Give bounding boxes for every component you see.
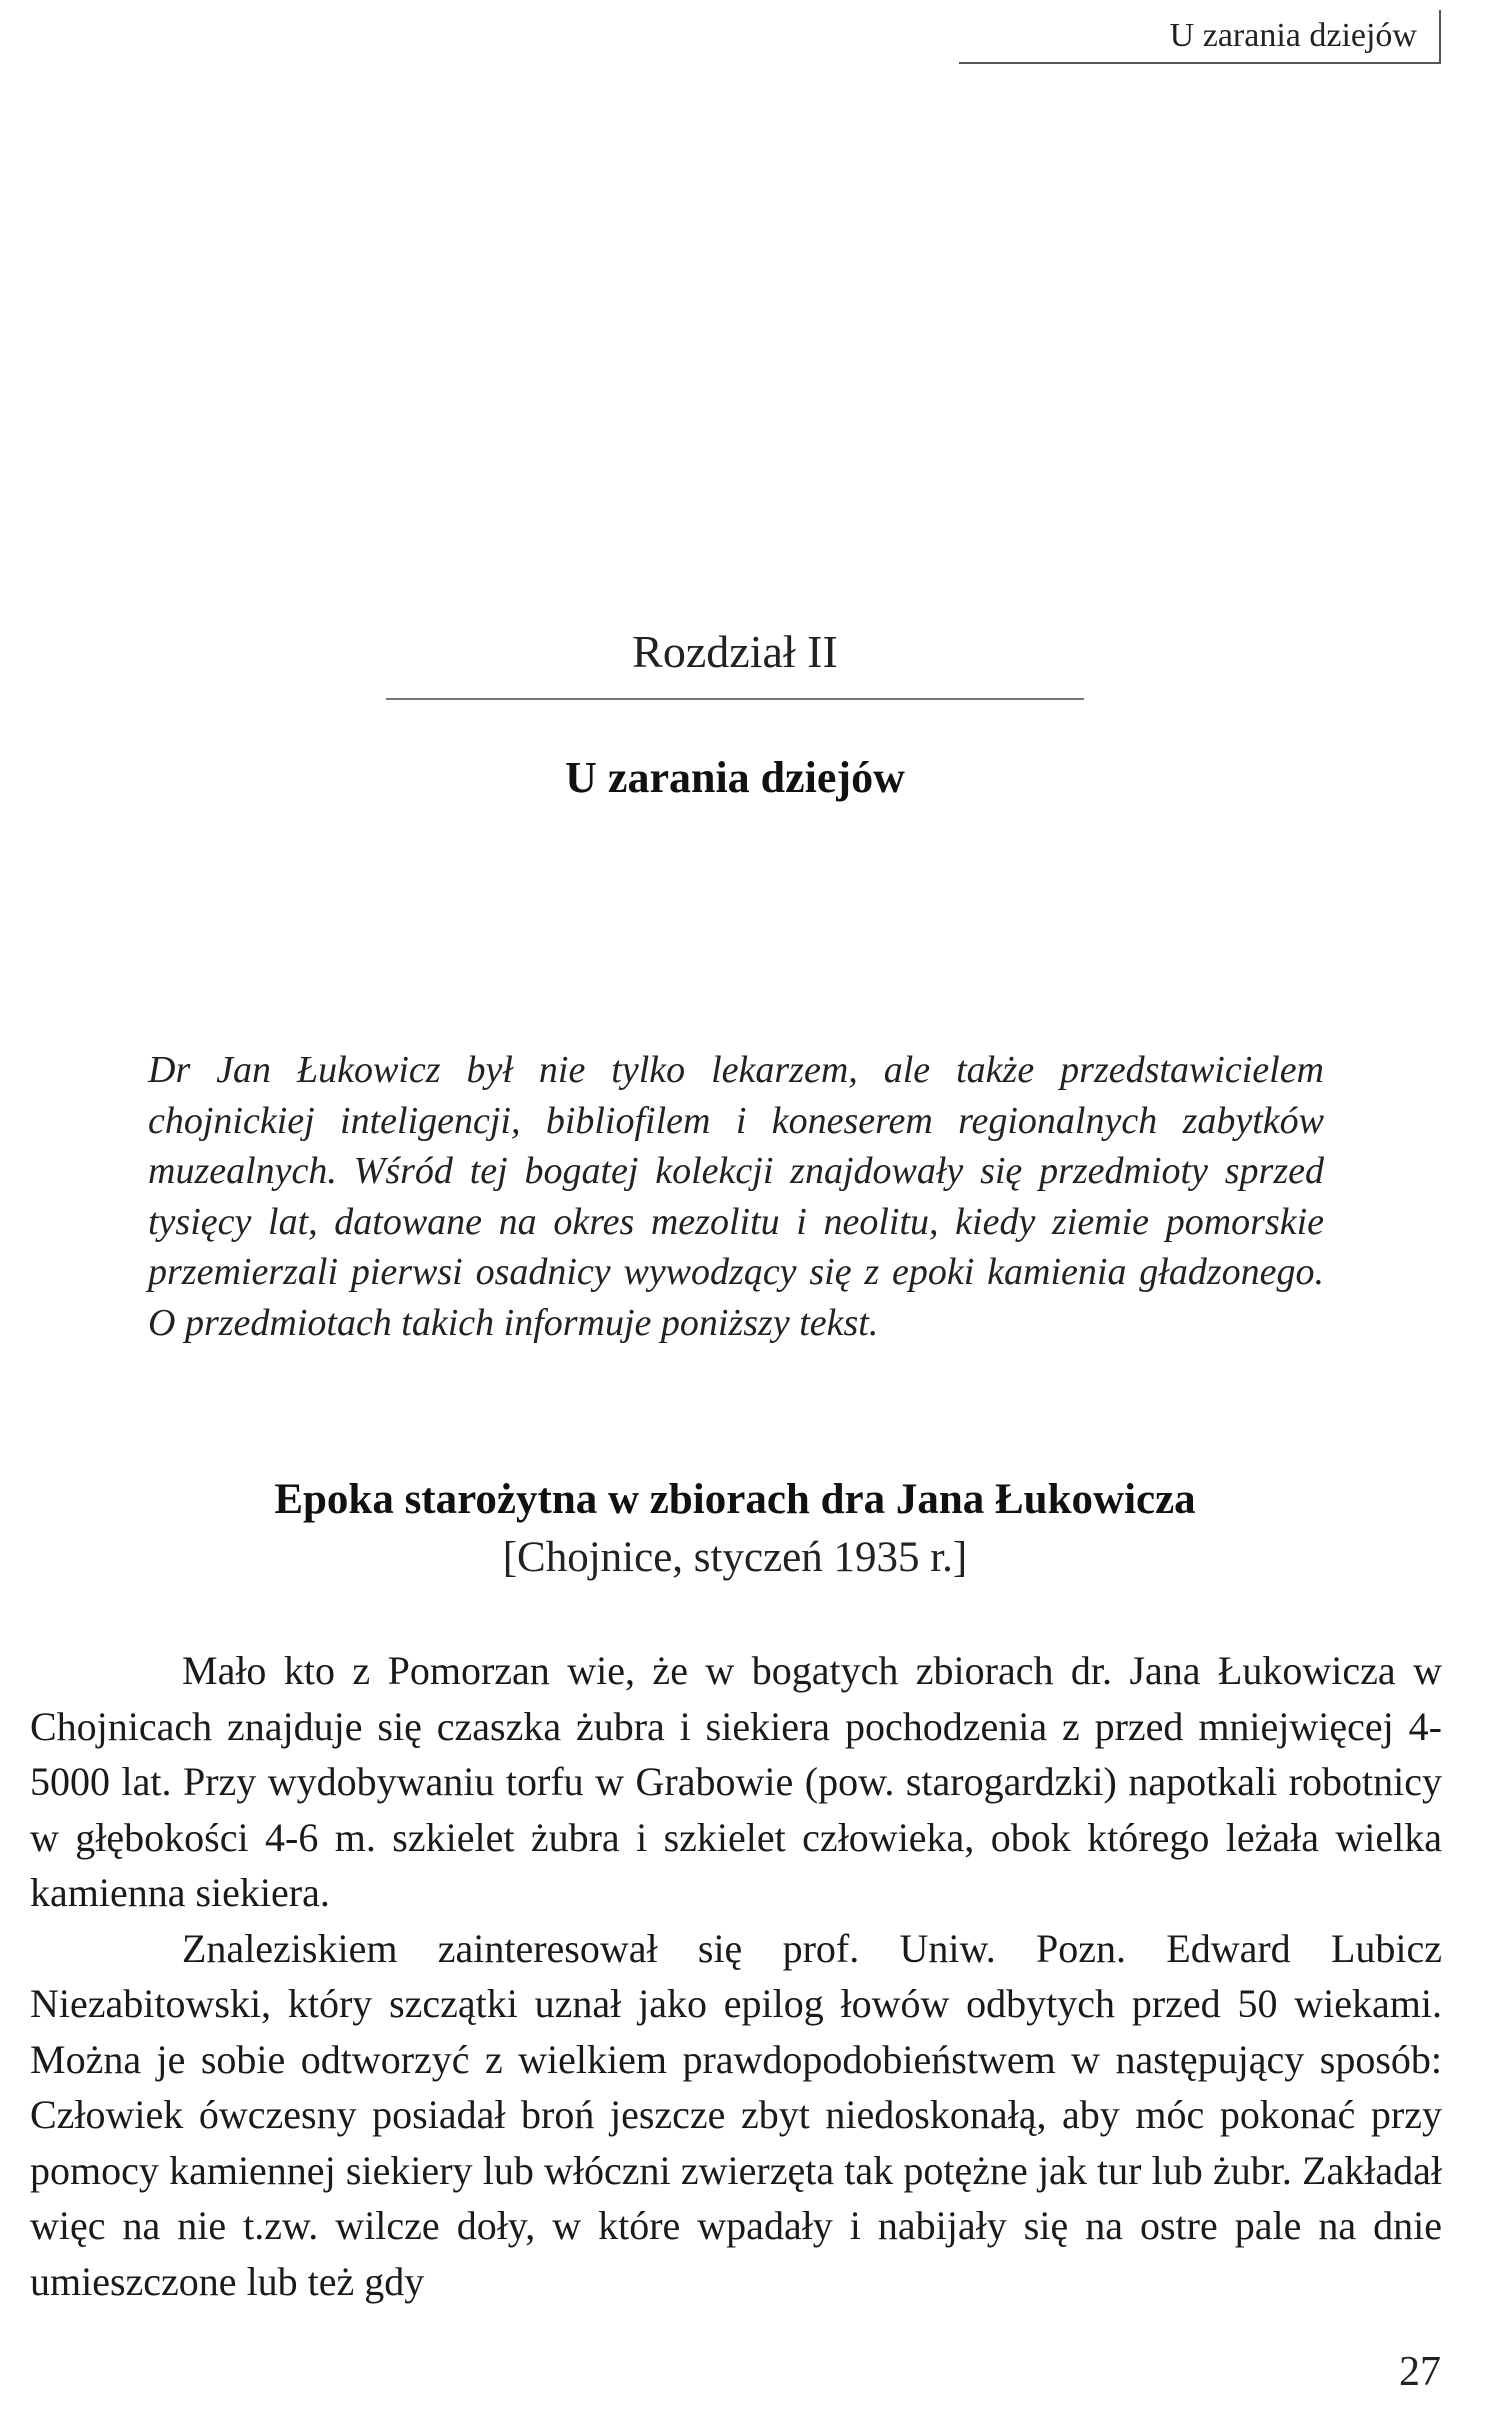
body-text (30, 1643, 1442, 2309)
body-paragraph: Znaleziskiem zainteresował się prof. Uniw. Pozn. Edward Lubicz Niezabitowski, który szczątki uznał jako epilog łowów odbytych przed 50 wiekami. Można je sobie odtworzyć z wielkiem prawdopodobieństwem w następujący sposób: Człowiek ówczesny posiadał broń jeszcze zbyt niedoskonałą, aby móc pokonać przy pomocy kamiennej siekiery lub włóczni zwierzęta tak potężne jak tur lub żubr. Zakładał więc na nie t.zw. wilcze doły, w które wpadały i nabijały się na ostre pale na dnie umieszczone lub też gdy (30, 1925, 1442, 2304)
section-title: Epoka starożytna w zbiorach dra Jana Łukowicza (274, 1476, 1196, 1523)
intro-paragraph: Dr Jan Łukowicz był nie tylko lekarzem, ale także przedstawicielem chojnickiej inteligencji, bibliofilem i koneserem regionalnych zabytków muzealnych. Wśród tej bogatej kolekcji znajdowały się przedmioty sprzed tysięcy lat, datowane na okres mezolitu i neolitu, kiedy ziemie pomorskie przemierzali pierwsi osadnicy wywodzący się z epoki kamienia gładzonego. O przedmiotach takich informuje poniższy tekst. (148, 1049, 1324, 1344)
running-head-text: U zarania dziejów (1169, 17, 1417, 54)
page-number: 27 (1399, 2349, 1441, 2395)
section-subtitle: [Chojnice, styczeń 1935 r.] (502, 1534, 968, 1581)
chapter-label: Rozdział II (632, 626, 838, 677)
body-paragraph: Mało kto z Pomorzan wie, że w bogatych zbiorach dr. Jana Łukowicza w Chojnicach znajduje się czaszka żubra i siekiera pochodzenia z przed mniejwięcej 4-5000 lat. Przy wydobywaniu torfu w Grabowie (pow. starogardzki) napotkali robotnicy w głębokości 4-6 m. szkielet żubra i szkielet człowieka, obok którego leżała wielka kamienna siekiera. (30, 1648, 1442, 1915)
running-head (959, 10, 1441, 64)
chapter-divider (386, 698, 1084, 700)
chapter-title: U zarania dziejów (565, 753, 905, 802)
